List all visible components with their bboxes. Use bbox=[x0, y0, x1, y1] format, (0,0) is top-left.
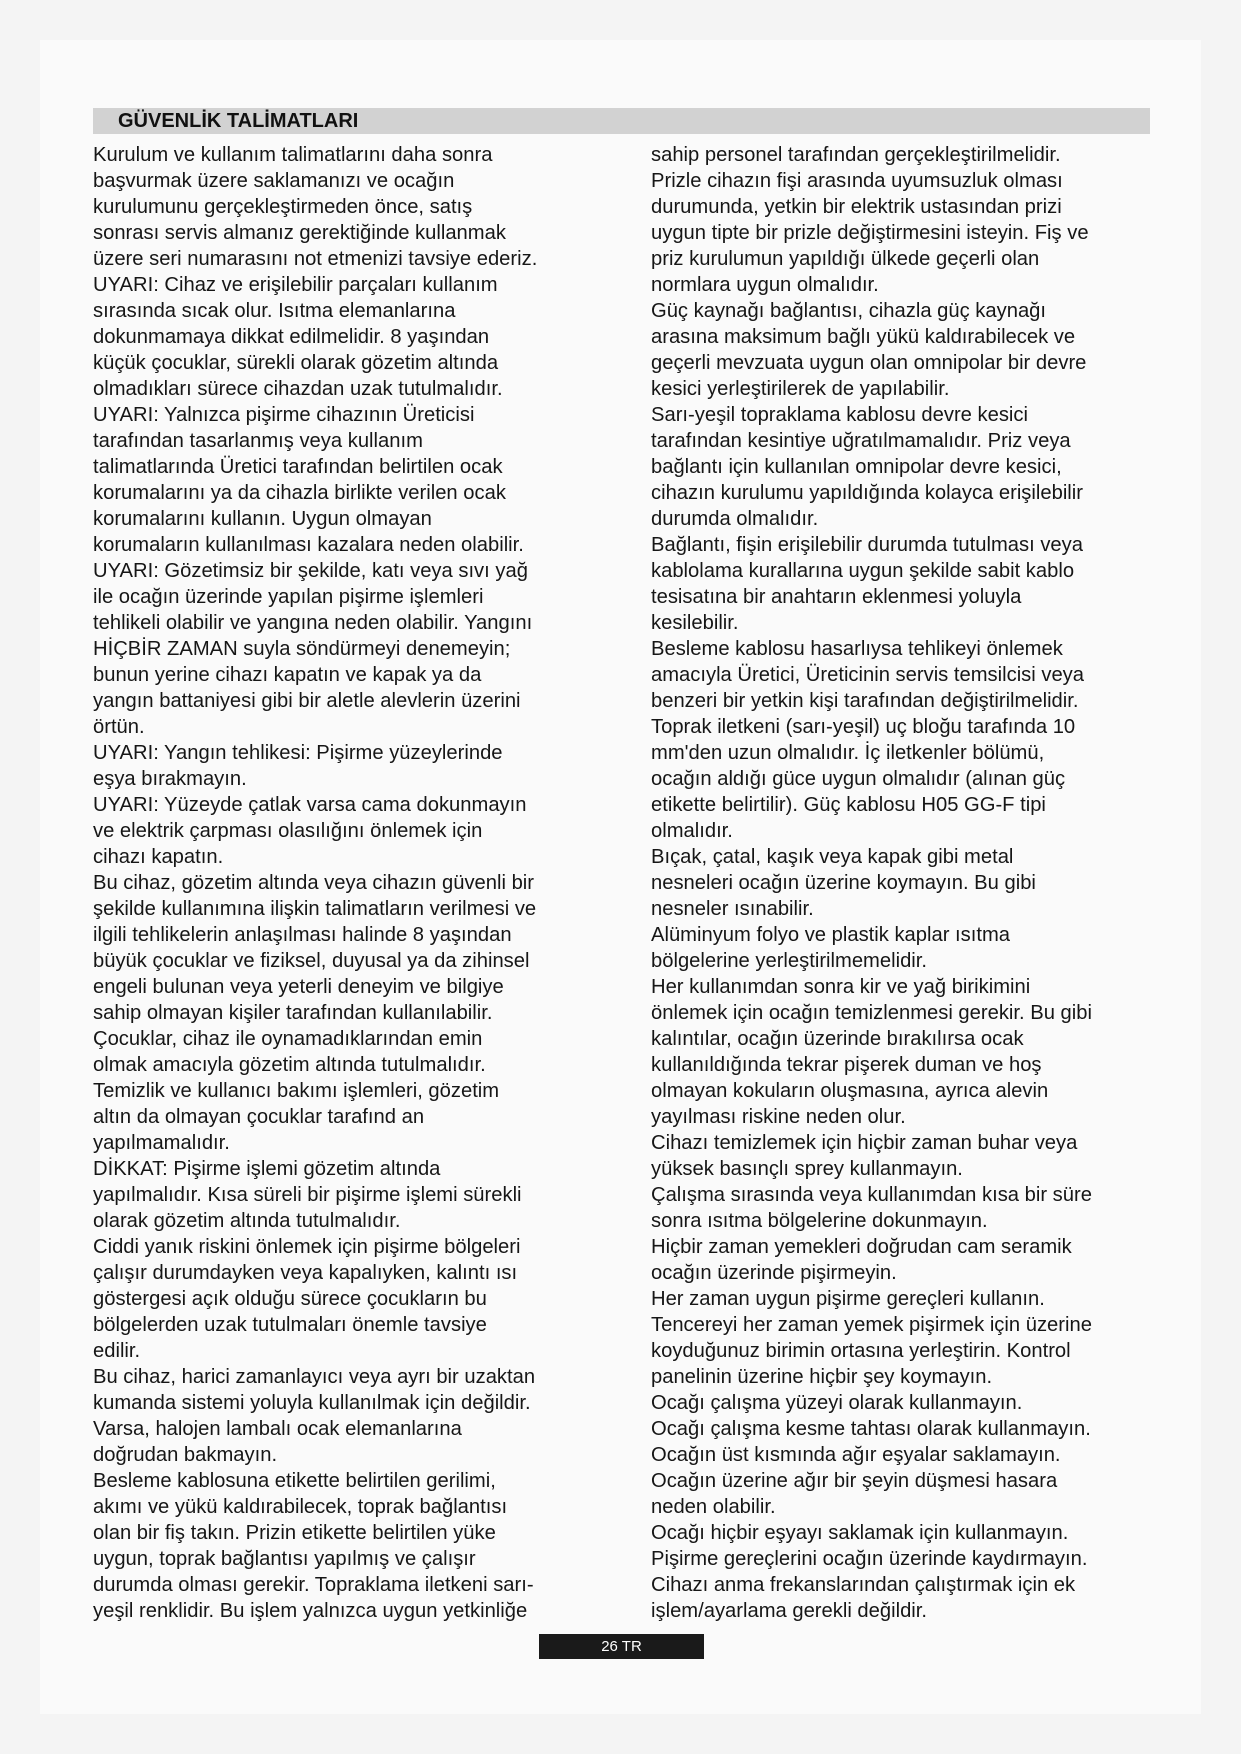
text-line: Tencereyi her zaman yemek pişirmek için üzerine bbox=[651, 1314, 1092, 1336]
page-number: 26 TR bbox=[539, 1634, 704, 1659]
text-line: durumda olmalıdır. bbox=[651, 508, 819, 530]
text-line: yayılması riskine neden olur. bbox=[651, 1106, 906, 1128]
text-line: yapılmamalıdır. bbox=[93, 1132, 230, 1154]
text-line: olarak gözetim altında tutulmalıdır. bbox=[93, 1210, 401, 1232]
text-line: önlemek için ocağın temizlenmesi gerekir. Bu gibi bbox=[651, 1002, 1092, 1024]
text-line: geçerli mevzuata uygun olan omnipolar bir devre bbox=[651, 352, 1087, 374]
text-line: sahip olmayan kişiler tarafından kullanılabilir. bbox=[93, 1002, 493, 1024]
text-line: Ocağı çalışma yüzeyi olarak kullanmayın. bbox=[651, 1392, 1023, 1414]
text-line: korumaların kullanılması kazalara neden olabilir. bbox=[93, 534, 524, 556]
text-line: panelinin üzerine hiçbir şey koymayın. bbox=[651, 1366, 993, 1388]
text-line: UYARI: Gözetimsiz bir şekilde, katı veya sıvı yağ bbox=[93, 560, 528, 582]
text-line: Ocağı hiçbir eşyayı saklamak için kullanmayın. bbox=[651, 1522, 1069, 1544]
text-line: altın da olmayan çocuklar tarafınd an bbox=[93, 1106, 425, 1128]
text-line: kalıntılar, ocağın üzerinde bırakılırsa ocak bbox=[651, 1028, 1024, 1050]
text-line: yüksek basınçlı sprey kullanmayın. bbox=[651, 1158, 963, 1180]
text-line: Prizle cihazın fişi arasında uyumsuzluk olması bbox=[651, 170, 1063, 192]
text-line: DİKKAT: Pişirme işlemi gözetim altında bbox=[93, 1158, 441, 1180]
text-line: Kurulum ve kullanım talimatlarını daha sonra bbox=[93, 144, 493, 166]
text-line: olmak amacıyla gözetim altında tutulmalıdır. bbox=[93, 1054, 486, 1076]
text-line: cihazı kapatın. bbox=[93, 846, 224, 868]
left-text-column bbox=[93, 142, 613, 1624]
text-line: mm'den uzun olmalıdır. İç iletkenler bölümü, bbox=[651, 742, 1045, 764]
text-line: Her zaman uygun pişirme gereçleri kullanın. bbox=[651, 1288, 1045, 1310]
text-line: Toprak iletkeni (sarı-yeşil) uç bloğu tarafında 10 bbox=[651, 716, 1076, 738]
text-line: yeşil renklidir. Bu işlem yalnızca uygun yetkinliğe bbox=[93, 1600, 528, 1622]
text-line: durumda olması gerekir. Topraklama iletkeni sarı- bbox=[93, 1574, 534, 1596]
text-line: ocağın aldığı güce uygun olmalıdır (alınan güç bbox=[651, 768, 1066, 790]
text-line: koyduğunuz birimin ortasına yerleştirin. Kontrol bbox=[651, 1340, 1071, 1362]
text-line: Bu cihaz, harici zamanlayıcı veya ayrı bir uzaktan bbox=[93, 1366, 536, 1388]
text-line: ve elektrik çarpması olasılığını önlemek için bbox=[93, 820, 483, 842]
text-line: başvurmak üzere saklamanızı ve ocağın bbox=[93, 170, 455, 192]
text-line: sonrası servis almanız gerektiğinde kullanmak bbox=[93, 222, 506, 244]
text-line: örtün. bbox=[93, 716, 145, 738]
text-line: korumalarını ya da cihazla birlikte verilen ocak bbox=[93, 482, 506, 504]
text-line: doğrudan bakmayın. bbox=[93, 1444, 278, 1466]
text-line: amacıyla Üretici, Üreticinin servis temsilcisi veya bbox=[651, 664, 1085, 686]
text-line: Ocağın üst kısmında ağır eşyalar saklamayın. bbox=[651, 1444, 1061, 1466]
text-line: Alüminyum folyo ve plastik kaplar ısıtma bbox=[651, 924, 1011, 946]
right-text-column bbox=[651, 142, 1171, 1624]
text-line: Cihazı temizlemek için hiçbir zaman buhar veya bbox=[651, 1132, 1078, 1154]
text-line: cihazın kurulumu yapıldığında kolayca erişilebilir bbox=[651, 482, 1084, 504]
text-line: Temizlik ve kullanıcı bakımı işlemleri, gözetim bbox=[93, 1080, 500, 1102]
text-line: olan bir fiş takın. Prizin etikette belirtilen yüke bbox=[93, 1522, 496, 1544]
section-title: GÜVENLİK TALİMATLARI bbox=[118, 110, 359, 132]
text-line: yangın battaniyesi gibi bir aletle alevlerin üzerini bbox=[93, 690, 521, 712]
text-line: akımı ve yükü kaldırabilecek, toprak bağlantısı bbox=[93, 1496, 508, 1518]
text-line: Besleme kablosu hasarlıysa tehlikeyi önlemek bbox=[651, 638, 1063, 660]
text-line: kurulumunu gerçekleştirmeden önce, satış bbox=[93, 196, 473, 218]
text-line: üzere seri numarasını not etmenizi tavsiye ederiz. bbox=[93, 248, 538, 270]
text-line: durumunda, yetkin bir elektrik ustasından prizi bbox=[651, 196, 1062, 218]
text-line: Pişirme gereçlerini ocağın üzerinde kaydırmayın. bbox=[651, 1548, 1088, 1570]
text-line: sonra ısıtma bölgelerine dokunmayın. bbox=[651, 1210, 988, 1232]
text-line: tesisatına bir anahtarın eklenmesi yoluyla bbox=[651, 586, 1022, 608]
text-line: nesneleri ocağın üzerine koymayın. Bu gibi bbox=[651, 872, 1036, 894]
text-line: Besleme kablosuna etikette belirtilen gerilimi, bbox=[93, 1470, 496, 1492]
text-line: benzeri bir yetkin kişi tarafından değiştirilmelidir. bbox=[651, 690, 1079, 712]
text-line: kumanda sistemi yoluyla kullanılmak için değildir. bbox=[93, 1392, 531, 1414]
text-line: Her kullanımdan sonra kir ve yağ birikimini bbox=[651, 976, 1031, 998]
text-line: yapılmalıdır. Kısa süreli bir pişirme işlemi sürekli bbox=[93, 1184, 522, 1206]
text-line: UYARI: Yangın tehlikesi: Pişirme yüzeylerinde bbox=[93, 742, 503, 764]
text-line: tehlikeli olabilir ve yangına neden olabilir. Yangını bbox=[93, 612, 533, 634]
text-line: göstergesi açık olduğu sürece çocukların bu bbox=[93, 1288, 487, 1310]
text-line: UYARI: Cihaz ve erişilebilir parçaları kullanım bbox=[93, 274, 498, 296]
text-line: işlem/ayarlama gerekli değildir. bbox=[651, 1600, 928, 1622]
text-line: ocağın üzerinde pişirmeyin. bbox=[651, 1262, 897, 1284]
text-line: Çocuklar, cihaz ile oynamadıklarından emin bbox=[93, 1028, 483, 1050]
text-line: ile ocağın üzerinde yapılan pişirme işlemleri bbox=[93, 586, 484, 608]
text-line: Varsa, halojen lambalı ocak elemanlarına bbox=[93, 1418, 462, 1440]
text-line: arasına maksimum bağlı yükü kaldırabilecek ve bbox=[651, 326, 1076, 348]
text-line: olmayan kokuların oluşmasına, ayrıca alevin bbox=[651, 1080, 1049, 1102]
text-line: UYARI: Yalnızca pişirme cihazının Üreticisi bbox=[93, 404, 475, 426]
text-line: Sarı-yeşil topraklama kablosu devre kesici bbox=[651, 404, 1028, 426]
text-line: HİÇBİR ZAMAN suyla söndürmeyi denemeyin; bbox=[93, 638, 511, 660]
text-line: eşya bırakmayın. bbox=[93, 768, 247, 790]
text-line: büyük çocuklar ve fiziksel, duyusal ya da zihinsel bbox=[93, 950, 530, 972]
text-line: tarafından kesintiye uğratılmamalıdır. Priz veya bbox=[651, 430, 1071, 452]
text-line: Bu cihaz, gözetim altında veya cihazın güvenli bir bbox=[93, 872, 535, 894]
text-line: olmadıkları sürece cihazdan uzak tutulmalıdır. bbox=[93, 378, 503, 400]
text-line: Güç kaynağı bağlantısı, cihazla güç kaynağı bbox=[651, 300, 1047, 322]
text-line: UYARI: Yüzeyde çatlak varsa cama dokunmayın bbox=[93, 794, 527, 816]
text-line: normlara uygun olmalıdır. bbox=[651, 274, 879, 296]
text-line: Cihazı anma frekanslarından çalıştırmak için ek bbox=[651, 1574, 1076, 1596]
text-line: sırasında sıcak olur. Isıtma elemanlarına bbox=[93, 300, 456, 322]
text-line: şekilde kullanımına ilişkin talimatların verilmesi ve bbox=[93, 898, 537, 920]
text-line: engeli bulunan veya yeterli deneyim ve bilgiye bbox=[93, 976, 504, 998]
text-line: edilir. bbox=[93, 1340, 141, 1362]
text-line: Ocağın üzerine ağır bir şeyin düşmesi hasara bbox=[651, 1470, 1058, 1492]
text-line: neden olabilir. bbox=[651, 1496, 776, 1518]
text-line: Çalışma sırasında veya kullanımdan kısa bir süre bbox=[651, 1184, 1092, 1206]
text-line: talimatlarında Üretici tarafından belirtilen ocak bbox=[93, 456, 503, 478]
text-line: kablolama kurallarına uygun şekilde sabit kablo bbox=[651, 560, 1075, 582]
text-line: uygun tipte bir prizle değiştirmesini isteyin. Fiş ve bbox=[651, 222, 1089, 244]
text-line: bağlantı için kullanılan omnipolar devre kesici, bbox=[651, 456, 1062, 478]
text-line: Ciddi yanık riskini önlemek için pişirme bölgeleri bbox=[93, 1236, 521, 1258]
text-line: bunun yerine cihazı kapatın ve kapak ya da bbox=[93, 664, 482, 686]
text-line: korumalarını kullanın. Uygun olmayan bbox=[93, 508, 432, 530]
text-line: kesilebilir. bbox=[651, 612, 739, 634]
text-line: ilgili tehlikelerin anlaşılması halinde 8 yaşından bbox=[93, 924, 512, 946]
text-line: Ocağı çalışma kesme tahtası olarak kullanmayın. bbox=[651, 1418, 1091, 1440]
text-line: sahip personel tarafından gerçekleştirilmelidir. bbox=[651, 144, 1061, 166]
text-line: çalışır durumdayken veya kapalıyken, kalıntı ısı bbox=[93, 1262, 518, 1284]
text-line: uygun, toprak bağlantısı yapılmış ve çalışır bbox=[93, 1548, 476, 1570]
text-line: Bıçak, çatal, kaşık veya kapak gibi metal bbox=[651, 846, 1014, 868]
text-line: tarafından tasarlanmış veya kullanım bbox=[93, 430, 423, 452]
text-line: dokunmamaya dikkat edilmelidir. 8 yaşından bbox=[93, 326, 490, 348]
text-line: etikette belirtilir). Güç kablosu H05 GG-F tipi bbox=[651, 794, 1046, 816]
text-line: bölgelerine yerleştirilmemelidir. bbox=[651, 950, 928, 972]
text-line: küçük çocuklar, sürekli olarak gözetim altında bbox=[93, 352, 499, 374]
text-line: olmalıdır. bbox=[651, 820, 733, 842]
text-line: Hiçbir zaman yemekleri doğrudan cam seramik bbox=[651, 1236, 1072, 1258]
text-line: priz kurulumun yapıldığı ülkede geçerli olan bbox=[651, 248, 1040, 270]
text-line: bölgelerden uzak tutulmaları önemle tavsiye bbox=[93, 1314, 487, 1336]
text-line: nesneler ısınabilir. bbox=[651, 898, 814, 920]
text-line: Bağlantı, fişin erişilebilir durumda tutulması veya bbox=[651, 534, 1083, 556]
text-line: kullanıldığında tekrar pişerek duman ve hoş bbox=[651, 1054, 1042, 1076]
text-line: kesici yerleştirilerek de yapılabilir. bbox=[651, 378, 950, 400]
